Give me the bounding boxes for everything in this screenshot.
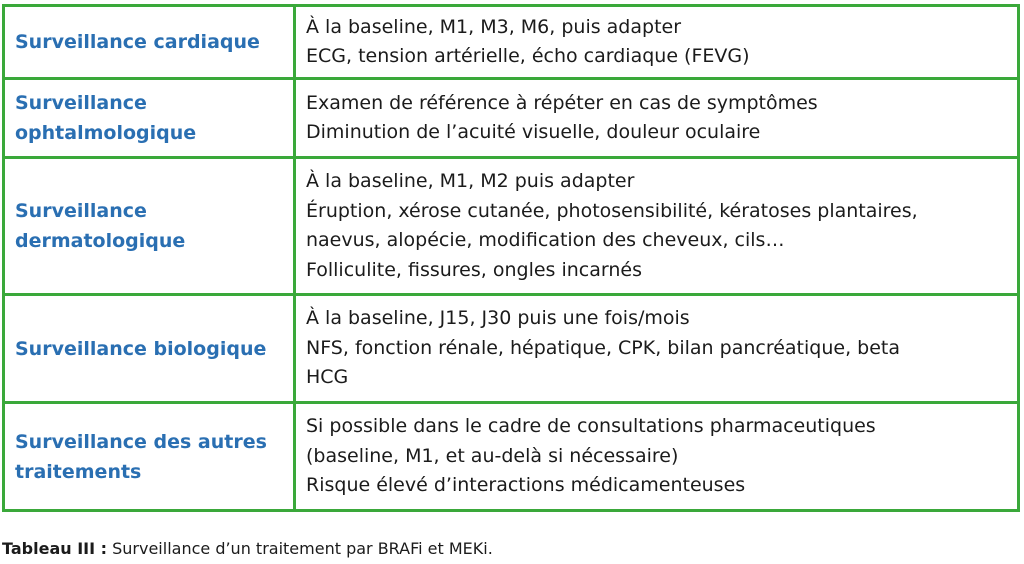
content-line: Diminution de l’acuité visuelle, douleur oculaire xyxy=(306,121,761,143)
row-label: Surveillance dermatologique xyxy=(4,158,295,295)
row-label: Surveillance ophtalmologique xyxy=(4,79,295,158)
content-line: Folliculite, fissures, ongles incarnés xyxy=(306,258,642,281)
content-line: ECG, tension artérielle, écho cardiaque (FEVG) xyxy=(306,45,750,67)
content-line: Éruption, xérose cutanée, photosensibilité, kératoses plantaires, xyxy=(306,199,918,222)
content-line: NFS, fonction rénale, hépatique, CPK, bilan pancréatique, beta xyxy=(306,336,901,359)
content-line: À la baseline, M1, M3, M6, puis adapter xyxy=(306,15,682,38)
table-row xyxy=(4,158,1019,295)
content-line: À la baseline, M1, M2 puis adapter xyxy=(306,170,635,192)
caption-text: Surveillance d’un traitement par BRAFi et MEKi. xyxy=(107,539,493,558)
content-line: (baseline, M1, et au-delà si nécessaire) xyxy=(306,444,679,467)
row-label: Surveillance biologique xyxy=(4,295,295,403)
table-caption xyxy=(2,539,493,558)
row-content xyxy=(295,403,1019,511)
row-content xyxy=(295,79,1019,158)
content-line: Examen de référence à répéter en cas de symptômes xyxy=(306,91,818,114)
content-line: Si possible dans le cadre de consultations pharmaceutiques xyxy=(306,415,876,438)
monitoring-table xyxy=(2,4,1020,512)
row-content xyxy=(295,6,1019,79)
row-content xyxy=(295,295,1019,403)
row-content xyxy=(295,158,1019,295)
content-line: HCG xyxy=(306,366,349,389)
content-line: Risque élevé d’interactions médicamenteuses xyxy=(306,474,746,497)
content-line: naevus, alopécie, modification des cheveux, cils… xyxy=(306,229,785,251)
row-label: Surveillance cardiaque xyxy=(4,6,295,79)
table-row xyxy=(4,6,1019,79)
caption-label: Tableau III : xyxy=(2,539,108,558)
table-row xyxy=(4,403,1019,511)
row-label: Surveillance des autres traitements xyxy=(4,403,295,511)
table-row xyxy=(4,79,1019,158)
table-row xyxy=(4,295,1019,403)
content-line: À la baseline, J15, J30 puis une fois/mois xyxy=(306,307,690,330)
